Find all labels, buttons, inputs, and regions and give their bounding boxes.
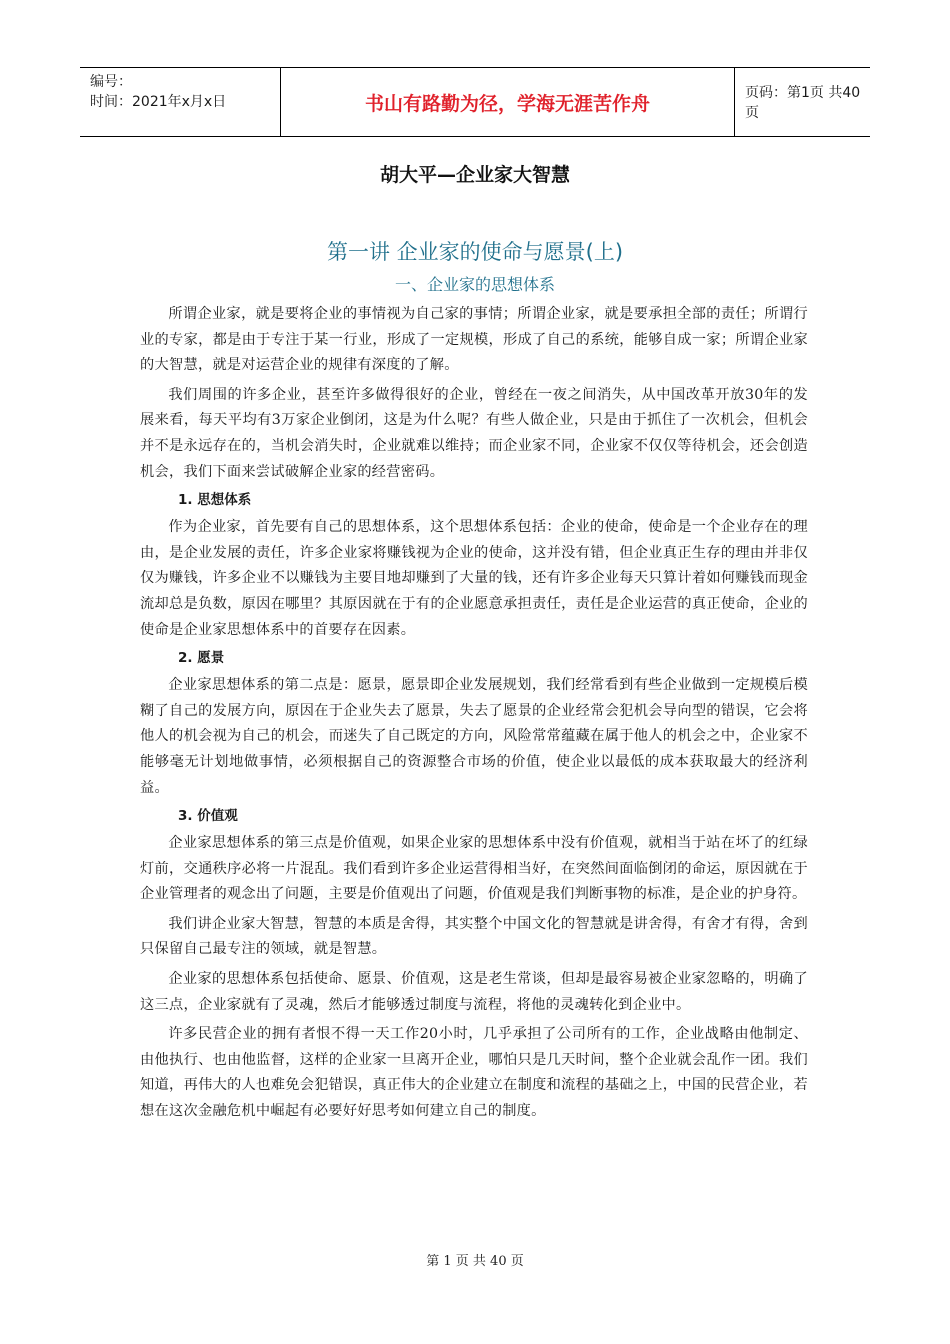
paragraph: 企业家思想体系的第三点是价值观，如果企业家的思想体系中没有价值观，就相当于站在坏了的红绿灯前，交通秩序必将一片混乱。我们看到许多企业运营得相当好，在突然间面临倒闭的命运，原因就在于企业管理者的观念出了问题，主要是价值观出了问题，价值观是我们判断事物的标准，是企业的护身符。: [140, 835, 808, 903]
paragraph: 许多民营企业的拥有者恨不得一天工作20小时，几乎承担了公司所有的工作，企业战略由他制定、由他执行、也由他监督，这样的企业家一旦离开企业，哪怕只是几天时间，整个企业就会乱作一团。我们知道，再伟大的人也难免会犯错误，真正伟大的企业建立在制度和流程的基础之上，中国的民营企业，若想在这次金融危机中崛起有必要好好思考如何建立自己的制度。: [140, 1026, 808, 1120]
sub-heading: 2. 愿景: [178, 650, 225, 667]
lecture-title: 第一讲 企业家的使命与愿景(上): [326, 240, 624, 264]
sub-heading: 1. 思想体系: [178, 492, 252, 509]
header-page-info: 页码：第1页 共40页: [745, 85, 861, 121]
paragraph: 企业家思想体系的第二点是：愿景，愿景即企业发展规划，我们经常看到有些企业做到一定规模后模糊了自己的发展方向，原因在于企业失去了愿景，失去了愿景的企业经常会犯机会导向型的错误，它会将他人的机会视为自己的机会，而迷失了自己既定的方向，风险常常蕴藏在属于他人的机会之中，企业家不能够毫无计划地做事情，必须根据自己的资源整合市场的价值，使企业以最低的成本获取最大的经济利益。: [140, 677, 808, 796]
paragraph: 作为企业家，首先要有自己的思想体系，这个思想体系包括：企业的使命，使命是一个企业存在的理由，是企业发展的责任，许多企业家将赚钱视为企业的使命，这并没有错，但企业真正生存的理由并非仅仅为赚钱，许多企业不以赚钱为主要目地却赚到了大量的钱，还有许多企业每天只算计着如何赚钱而现金流却总是负数，原因在哪里？其原因就在于有的企业愿意承担责任，责任是企业运营的真正使命，企业的使命是企业家思想体系中的首要存在因素。: [140, 519, 808, 638]
header-info-cell: [80, 68, 280, 136]
document-number-label: 编号：: [90, 74, 132, 90]
header-table: [80, 67, 870, 137]
section-title: 一、企业家的思想体系: [394, 275, 555, 294]
paragraph: 我们周围的许多企业，甚至许多做得很好的企业，曾经在一夜之间消失，从中国改革开放30年的发展来看，每天平均有3万家企业倒闭，这是为什么呢？有些人做企业，只是由于抓住了一次机会，但机会并不是永远存在的，当机会消失时，企业就难以维持；而企业家不同，企业家不仅仅等待机会，还会创造机会，我们下面来尝试破解企业家的经营密码。: [140, 386, 808, 480]
page-footer: 第 1 页 共 40 页: [426, 1254, 524, 1269]
paragraph: 我们讲企业家大智慧，智慧的本质是舍得，其实整个中国文化的智慧就是讲舍得，有舍才有得，舍到只保留自己最专注的领域，就是智慧。: [140, 915, 808, 958]
header-motto: 书山有路勤为径，学海无涯苦作舟: [280, 68, 735, 136]
sub-heading: 3. 价值观: [178, 808, 238, 825]
paragraph: 企业家的思想体系包括使命、愿景、价值观，这是老生常谈，但却是最容易被企业家忽略的，明确了这三点，企业家就有了灵魂，然后才能够透过制度与流程，将他的灵魂转化到企业中。: [140, 971, 808, 1013]
document-title: 胡大平—企业家大智慧: [379, 164, 570, 186]
document-body: [140, 302, 808, 1129]
paragraph: 所谓企业家，就是要将企业的事情视为自己家的事情；所谓企业家，就是要承担全部的责任；所谓行业的专家，都是由于专注于某一行业，形成了一定规模，形成了自己的系统，能够自成一家；所谓企业家的大智慧，就是对运营企业的规律有深度的了解。: [140, 306, 808, 374]
document-date-label: 时间：2021年x月x日: [90, 94, 227, 110]
